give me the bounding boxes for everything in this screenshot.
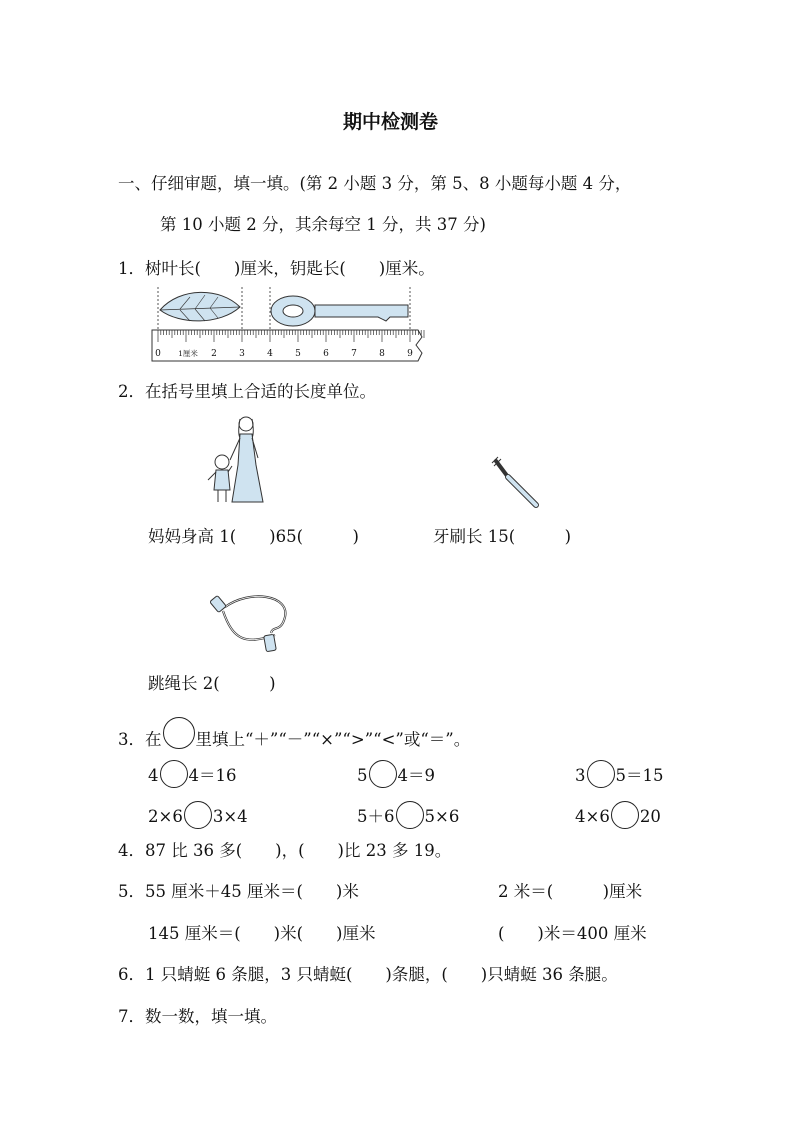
answer-circle-icon[interactable] (587, 760, 615, 788)
answer-circle-icon[interactable] (369, 760, 397, 788)
question-5c: 145 厘米＝( )米( )厘米 (148, 924, 376, 943)
ruler-label: 0 (155, 349, 161, 359)
ruler-icon (152, 330, 424, 361)
section-heading-line2: 第 10 小题 2 分，其余每空 1 分，共 37 分) (160, 215, 486, 234)
q3-item-1: 4 4＝16 (148, 760, 237, 788)
toothbrush-length-blank: 牙刷长 15( ) (433, 527, 572, 546)
ruler-illustration (150, 285, 425, 365)
ruler-label: 7 (351, 349, 357, 359)
answer-circle-icon[interactable] (184, 801, 212, 829)
question-1-text: 1．树叶长( )厘米，钥匙长( )厘米。 (118, 259, 435, 278)
ruler-label: 8 (379, 349, 385, 359)
mother-child-illustration (200, 410, 280, 510)
ruler-label: 4 (267, 349, 273, 359)
leaf-icon (160, 292, 240, 321)
q3-prefix: 3．在 (118, 730, 162, 749)
jump-rope-icon (205, 595, 300, 660)
ruler-label: 3 (239, 349, 245, 359)
answer-circle-icon[interactable] (396, 801, 424, 829)
q3-item-5: 5＋6 5×6 (357, 801, 459, 829)
question-2-text: 2．在括号里填上合适的长度单位。 (118, 382, 376, 401)
section-heading-line1: 一、仔细审题，填一填。(第 2 小题 3 分，第 5、8 小题每小题 4 分， (118, 174, 632, 193)
q3-item-6: 4×6 20 (575, 801, 661, 829)
question-3-text (118, 717, 470, 750)
answer-circle-icon (163, 717, 195, 749)
q3-item-3: 3 5＝15 (575, 760, 664, 788)
ruler-label: 9 (407, 349, 413, 359)
question-5b: 2 米＝( )厘米 (498, 882, 643, 901)
q3-item-4: 2×6 3×4 (148, 801, 248, 829)
question-5a: 5．55 厘米＋45 厘米＝( )米 (118, 882, 359, 901)
ruler-label: 2 (211, 349, 217, 359)
q3-item-2: 5 4＝9 (357, 760, 435, 788)
question-4-text: 4．87 比 36 多( )，( )比 23 多 19。 (118, 841, 452, 860)
answer-circle-icon[interactable] (611, 801, 639, 829)
question-7-text: 7．数一数，填一填。 (118, 1007, 277, 1026)
q3-suffix: 里填上“＋”“－”“×”“>”“<”或“＝”。 (195, 730, 471, 749)
ruler-label: 6 (323, 349, 329, 359)
page-title: 期中检测卷 (343, 111, 439, 133)
ruler-label: 5 (295, 349, 301, 359)
mom-height-blank: 妈妈身高 1( )65( ) (148, 527, 359, 546)
question-5d: ( )米＝400 厘米 (498, 924, 647, 943)
question-6-text: 6．1 只蜻蜓 6 条腿，3 只蜻蜓( )条腿，( )只蜻蜓 36 条腿。 (118, 965, 618, 984)
answer-circle-icon[interactable] (160, 760, 188, 788)
rope-length-blank: 跳绳长 2( ) (148, 674, 276, 693)
ruler-label: 1厘米 (178, 349, 198, 358)
toothbrush-icon (490, 455, 545, 510)
key-icon (271, 296, 408, 326)
